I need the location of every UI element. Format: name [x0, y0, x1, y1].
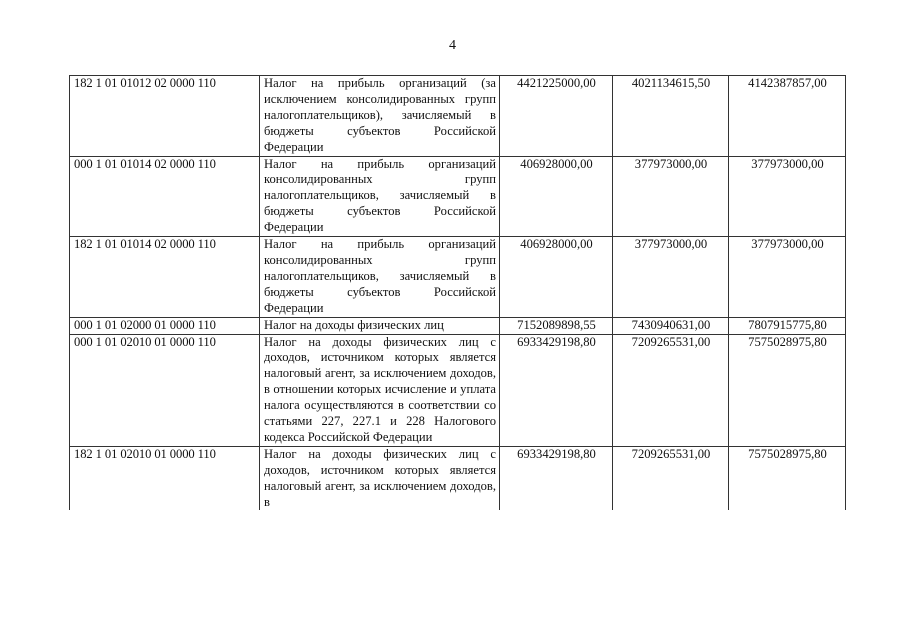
revenue-name-cell: Налог на доходы физических лиц с доходов, источником которых является налоговый агент, за исключением доходов, в [260, 446, 500, 510]
revenue-table [69, 75, 846, 510]
amount-cell: 6933429198,80 [500, 446, 613, 510]
table-row [70, 237, 846, 318]
budget-code-cell: 000 1 01 01014 02 0000 110 [70, 156, 260, 237]
amount-cell: 7430940631,00 [613, 317, 729, 334]
amount-cell: 406928000,00 [500, 237, 613, 318]
amount-cell: 6933429198,80 [500, 334, 613, 446]
amount-cell: 7807915775,80 [729, 317, 846, 334]
budget-code-cell: 000 1 01 02000 01 0000 110 [70, 317, 260, 334]
budget-code-cell: 182 1 01 01014 02 0000 110 [70, 237, 260, 318]
amount-cell: 7152089898,55 [500, 317, 613, 334]
budget-code-cell: 000 1 01 02010 01 0000 110 [70, 334, 260, 446]
revenue-name-cell: Налог на прибыль организаций консолидированных групп налогоплательщиков, зачисляемый в бюджеты субъектов Российской Федерации [260, 237, 500, 318]
revenue-name-cell: Налог на доходы физических лиц с доходов, источником которых является налоговый агент, за исключением доходов, в отношении которых исчисление и уплата налога осуществляются в соответствии со статьями 227, 227.1 и 228 Налогового кодекса Российской Федерации [260, 334, 500, 446]
amount-cell: 377973000,00 [729, 237, 846, 318]
amount-cell: 406928000,00 [500, 156, 613, 237]
budget-code-cell: 182 1 01 01012 02 0000 110 [70, 76, 260, 157]
table-row [70, 76, 846, 157]
amount-cell: 377973000,00 [613, 156, 729, 237]
amount-cell: 7209265531,00 [613, 446, 729, 510]
amount-cell: 7575028975,80 [729, 446, 846, 510]
page-number: 4 [449, 38, 456, 53]
revenue-name-cell: Налог на прибыль организаций (за исключением консолидированных групп налогоплательщиков), зачисляемый в бюджеты субъектов Российской Федерации [260, 76, 500, 157]
table-row [70, 156, 846, 237]
table-row [70, 334, 846, 446]
table-row [70, 446, 846, 510]
amount-cell: 377973000,00 [729, 156, 846, 237]
table-row [70, 317, 846, 334]
amount-cell: 4021134615,50 [613, 76, 729, 157]
amount-cell: 4142387857,00 [729, 76, 846, 157]
amount-cell: 377973000,00 [613, 237, 729, 318]
amount-cell: 7209265531,00 [613, 334, 729, 446]
budget-code-cell: 182 1 01 02010 01 0000 110 [70, 446, 260, 510]
revenue-name-cell: Налог на доходы физических лиц [260, 317, 500, 334]
amount-cell: 4421225000,00 [500, 76, 613, 157]
revenue-name-cell: Налог на прибыль организаций консолидированных групп налогоплательщиков, зачисляемый в бюджеты субъектов Российской Федерации [260, 156, 500, 237]
amount-cell: 7575028975,80 [729, 334, 846, 446]
